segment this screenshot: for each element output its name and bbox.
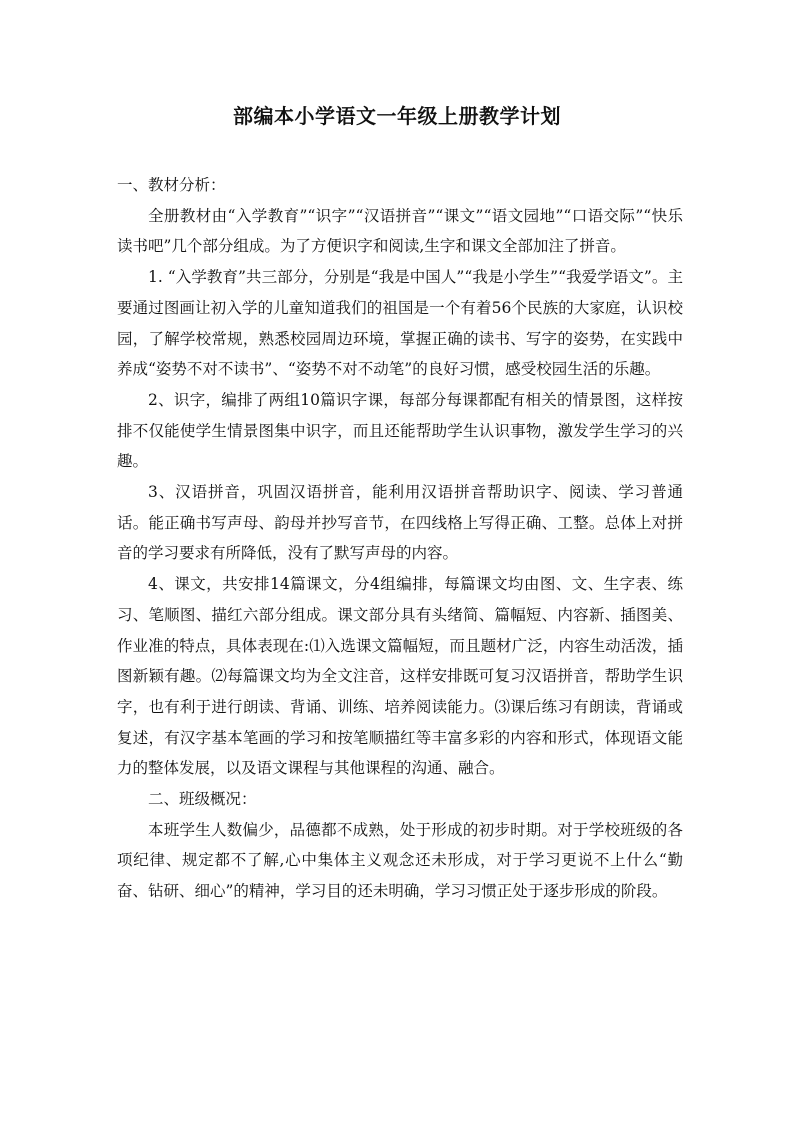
paragraph-pinyin: 3、汉语拼音，巩固汉语拼音，能利用汉语拼音帮助识字、阅读、学习普通话。能正确书写声母、韵母并抄写音节，在四线格上写得正确、工整。总体上对拼音的学习要求有所降低，没有了默写声母的内容。 [117,483,683,563]
paragraph-textbook-overview: 全册教材由“入学教育”“识字”“汉语拼音”“课文”“语文园地”“口语交际”“快乐读书吧”几个部分组成。为了方便识字和阅读,生字和课文全部加注了拼音。 [117,206,683,256]
paragraph-texts: 4、课文，共安排14篇课文，分4组编排，每篇课文均由图、文、生字表、练习、笔顺图、描红六部分组成。课文部分具有头绪简、篇幅短、内容新、插图美、作业准的特点，具体表现在:⑴入选课文篇幅短，而且题材广泛，内容生动活泼，插图新颖有趣。⑵每篇课文均为全文注音，这样安排既可复习汉语拼音，帮助学生识字，也有利于进行朗读、背诵、训练、培养阅读能力。⑶课后练习有朗读，背诵或复述，有汉字基本笔画的学习和按笔顺描红等丰富多彩的内容和形式，体现语文能力的整体发展，以及语文课程与其他课程的沟通、融合。 [117,575,683,778]
section-heading-class-overview: 二、班级概况： [148,790,257,809]
paragraph-entrance-education: 1. “入学教育”共三部分，分别是“我是中国人”“我是小学生”“我爱学语文”。主要通过图画让初入学的儿童知道我们的祖国是一个有着56个民族的大家庭，认识校园，了解学校常规，熟悉校园周边环境，掌握正确的读书、写字的姿势，在实践中养成“姿势不对不读书”、“姿势不对不动笔”的良好习惯，感受校园生活的乐趣。 [117,268,683,379]
document-body [117,170,683,907]
paragraph-literacy: 2、识字，编排了两组10篇识字课，每部分每课都配有相关的情景图，这样按排不仅能使学生情景图集中识字，而且还能帮助学生认识事物，激发学生学习的兴趣。 [117,390,683,471]
paragraph-class-overview: 本班学生人数偏少，品德都不成熟，处于形成的初步时期。对于学校班级的各项纪律、规定都不了解,心中集体主义观念还未形成，对于学习更说不上什么“勤奋、钻研、细心”的精神，学习目的还未明确，学习习惯正处于逐步形成的阶段。 [117,820,683,901]
document-title: 部编本小学语文一年级上册教学计划 [233,104,561,128]
section-heading-teaching-material-analysis: 一、教材分析： [117,176,226,194]
